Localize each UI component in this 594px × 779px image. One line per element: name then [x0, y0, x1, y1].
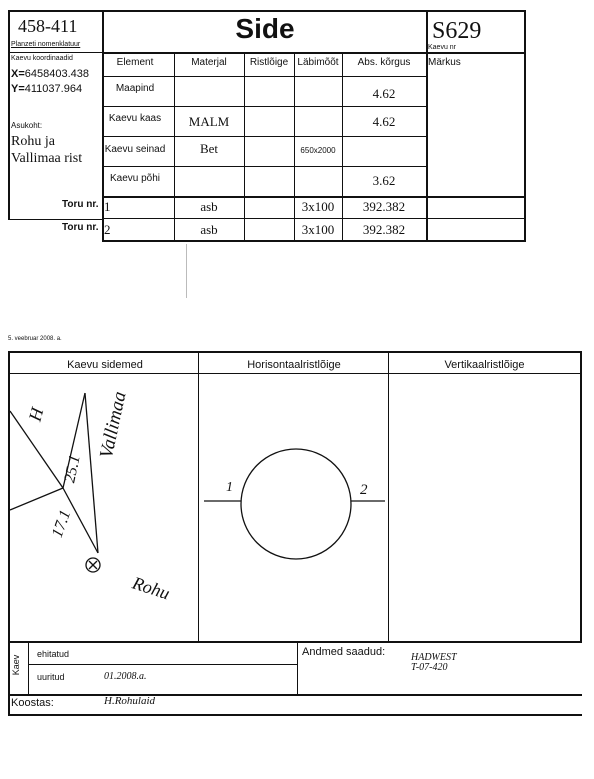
compiled-label: Koostas:: [11, 697, 54, 709]
row-height-value: 4.62: [372, 114, 396, 129]
pipe-number: 2: [104, 222, 111, 237]
column-header-diameter: Läbimõõt: [297, 57, 339, 68]
pipe-number: 1: [104, 199, 111, 214]
surveyed-label: uuritud: [37, 672, 65, 682]
pipe-size: 3x100: [301, 222, 335, 237]
row-element-label: Kaevu põhi: [109, 173, 161, 184]
compiled-value: H.Rohulaid: [104, 695, 156, 707]
well-number: S629: [432, 18, 482, 44]
column-header-section: Ristlõige: [249, 57, 289, 68]
column-header-height: Abs. kõrgus: [357, 57, 411, 68]
sketch-distance-1: 25.1: [61, 453, 84, 485]
row-material-value: Bet: [199, 141, 219, 156]
row-element-label: Kaevu kaas: [108, 113, 162, 124]
sketch-mark: H: [24, 405, 48, 424]
data-from-label: Andmed saadud:: [302, 646, 386, 658]
horizontal-cross-section: [199, 375, 389, 640]
pipe-label: Toru nr.: [62, 222, 99, 233]
coordinate-y: [11, 83, 82, 95]
pipe-1-label: 1: [226, 480, 233, 495]
pipe-size: 3x100: [301, 199, 335, 214]
pipe-2-label: 2: [360, 482, 368, 498]
row-height-value: 4.62: [372, 86, 396, 101]
kaev-label: Kaev: [11, 654, 21, 676]
sketch-street-rohu: Rohu: [129, 572, 173, 604]
column-header-material: Materjal: [191, 57, 227, 68]
coordinate-y-value: 411037.964: [24, 83, 83, 95]
surveyed-value: 01.2008.a.: [104, 671, 147, 682]
coordinate-x-value: 6458403.438: [24, 68, 89, 80]
panel-title-sidemed: Kaevu sidemed: [67, 359, 143, 371]
date-note: 5. veebruar 2008. a.: [8, 336, 62, 342]
location-line1: Rohu ja: [11, 134, 55, 149]
sketch-street-vallimaa: Vallimaa: [95, 389, 131, 461]
pipe-height: 392.382: [362, 222, 406, 237]
pipe-label: Toru nr.: [62, 199, 99, 210]
column-header-remark: Märkus: [428, 57, 461, 68]
built-label: ehitatud: [37, 649, 70, 659]
sketch-distance-2: 17.1: [48, 507, 75, 540]
page-title: Side: [235, 13, 295, 44]
coordinate-x: [11, 68, 89, 80]
coordinates-caption: Kaevu koordinaadid: [11, 55, 73, 62]
scan-artifact-line: [186, 244, 187, 298]
panel-title-horisontaal: Horisontaalristlõige: [247, 359, 341, 371]
location-line2: Vallimaa rist: [11, 151, 83, 166]
vertical-cross-section: [391, 375, 580, 640]
data-from-line1: HADWEST: [411, 652, 457, 663]
row-element-label: Maapind: [115, 83, 155, 94]
sheet-number: 458-411: [18, 16, 78, 36]
column-header-element: Element: [116, 57, 154, 68]
coordinate-y-label: Y=: [11, 83, 25, 95]
row-material-value: MALM: [188, 114, 230, 129]
pipe-material: asb: [200, 199, 218, 214]
row-diameter-value: 650x2000: [300, 146, 336, 155]
well-caption: Kaevu nr: [428, 44, 457, 51]
row-element-label: Kaevu seinad: [104, 144, 166, 155]
row-height-value: 3.62: [372, 173, 396, 188]
pipe-height: 392.382: [362, 199, 406, 214]
coordinate-x-label: X=: [11, 68, 25, 80]
panel-title-vertikaal: Vertikaalristlõige: [444, 359, 525, 371]
location-caption: Asukoht:: [11, 121, 43, 130]
data-from-line2: T-07-420: [411, 662, 448, 673]
pipe-material: asb: [200, 222, 218, 237]
sheet-caption: Planzeti nomenklatuur: [11, 41, 81, 48]
